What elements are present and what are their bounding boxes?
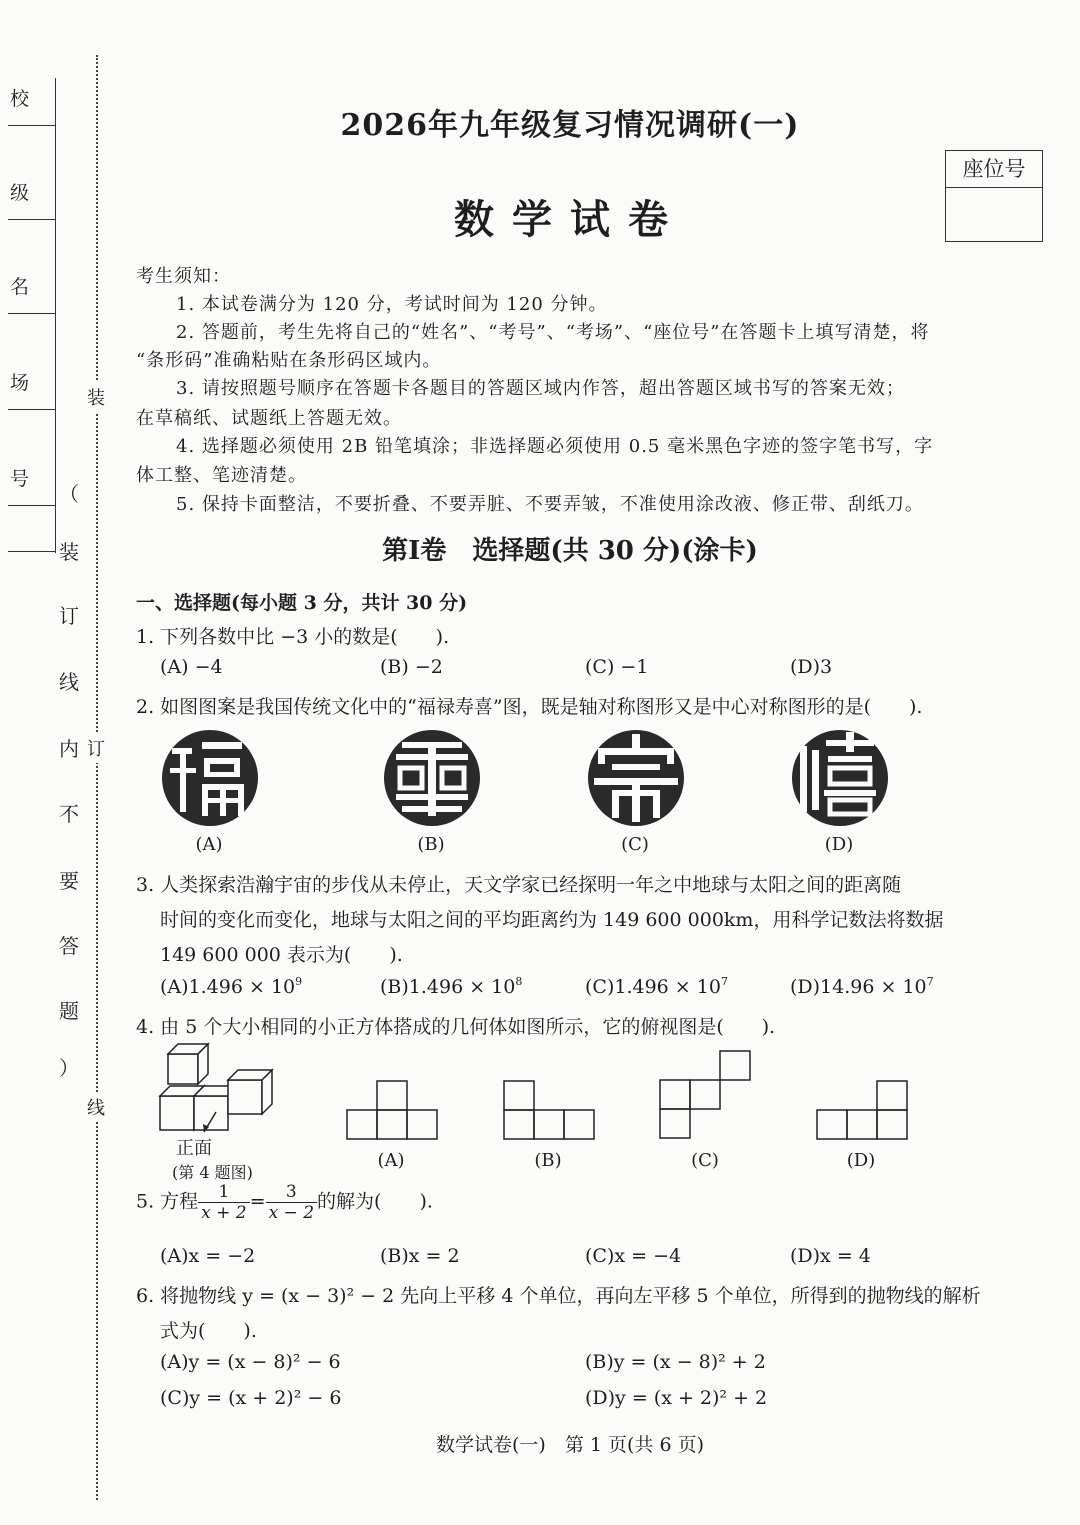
notice-line: 体工整、笔迹清楚。 [136, 465, 307, 486]
question-3-line-2: 时间的变化而变化，地球与太阳之间的平均距离约为 149 600 000km，用科学记数法将数据 [160, 909, 944, 931]
q3-option-b [380, 975, 522, 998]
q1-option-c: (C) −1 [585, 656, 649, 678]
notice-heading: 考生须知： [136, 266, 231, 287]
notice-line: 在草稿纸、试题纸上答题无效。 [136, 408, 402, 429]
notice-line: 2. 答题前，考生先将自己的“姓名”、“考号”、“考场”、“座位号”在答题卡上填写清楚，将 [176, 322, 930, 343]
note-char: （ [59, 482, 79, 506]
cut-label-xian: 线 [87, 1092, 105, 1122]
question-5 [136, 1182, 433, 1223]
cut-dotted-line [96, 55, 98, 1500]
q3-option-b-base: (B)1.496 × 10 [380, 976, 516, 998]
q3-option-d-exponent: 7 [926, 975, 934, 988]
q2-label-b: (B) [417, 834, 445, 855]
question-4: 4. 由 5 个大小相同的小正方体搭成的几何体如图所示，它的俯视图是( ). [136, 1016, 776, 1038]
section-title: 第Ⅰ卷 选择题(共 30 分)(涂卡) [382, 536, 758, 566]
fu-emblem-icon [160, 728, 260, 828]
q3-option-d [790, 975, 934, 998]
q5-fraction-1-numerator: 1 [198, 1182, 249, 1203]
q4-label-c: (C) [691, 1150, 719, 1171]
binding-field-number: 号 [8, 458, 55, 506]
q4-option-b-grid [503, 1080, 595, 1140]
notice-line: 5. 保持卡面整洁，不要折叠、不要弄脏、不要弄皱，不准使用涂改液、修正带、刮纸刀。 [176, 494, 924, 515]
binding-field-class: 级 [8, 172, 55, 220]
notice-line: 1. 本试卷满分为 120 分，考试时间为 120 分钟。 [176, 294, 608, 315]
seat-number-label: 座位号 [946, 151, 1042, 188]
q2-label-c: (C) [621, 834, 649, 855]
q5-option-a: (A)x = −2 [160, 1245, 256, 1267]
q4-option-a-grid [346, 1080, 438, 1140]
q3-option-c-base: (C)1.496 × 10 [585, 976, 721, 998]
q5-fraction-1-denominator: x + 2 [201, 1203, 247, 1223]
q6-option-c: (C)y = (x + 2)² − 6 [160, 1387, 342, 1409]
q2-label-a: (A) [195, 834, 223, 855]
shou-emblem-icon [586, 728, 686, 828]
question-1: 1. 下列各数中比 −3 小的数是( ). [136, 626, 450, 648]
q5-option-c: (C)x = −4 [585, 1245, 682, 1267]
q6-option-b: (B)y = (x − 8)² + 2 [585, 1351, 766, 1373]
figure-4-caption: (第 4 题图) [172, 1163, 253, 1182]
xi-emblem-icon [790, 728, 890, 828]
cut-label-ding: 订 [87, 733, 105, 763]
q5-fraction-2-numerator: 3 [266, 1182, 317, 1203]
q5-equals: = [249, 1190, 266, 1213]
binding-field-room: 场 [8, 362, 55, 410]
q5-fraction-2-denominator: x − 2 [268, 1203, 315, 1223]
q3-option-c-exponent: 7 [720, 975, 728, 988]
q1-option-d: (D)3 [790, 656, 833, 678]
cut-label-zhuang: 装 [87, 382, 105, 412]
q3-option-d-base: (D)14.96 × 10 [790, 976, 927, 998]
question-6-line-1: 6. 将抛物线 y = (x − 3)² − 2 先向上平移 4 个单位，再向左平移 5 个单位，所得到的抛物线的解析 [136, 1285, 981, 1307]
q3-option-b-exponent: 8 [515, 975, 523, 988]
q6-option-a: (A)y = (x − 8)² − 6 [160, 1351, 341, 1373]
part-heading: 一、选择题(每小题 3 分，共计 30 分) [136, 592, 468, 614]
exam-title: 2026年九年级复习情况调研(一) [340, 108, 800, 143]
q3-option-a-exponent: 9 [295, 975, 303, 988]
question-3-line-3: 149 600 000 表示为( ). [160, 944, 403, 966]
notice-line: “条形码”准确粘贴在条形码区域内。 [136, 350, 442, 371]
q3-option-a-base: (A)1.496 × 10 [160, 976, 296, 998]
q6-option-d: (D)y = (x + 2)² + 2 [585, 1387, 768, 1409]
note-char: 装 [59, 540, 79, 564]
exam-subject: 数学试卷 [454, 196, 686, 243]
seat-number-box [945, 150, 1043, 242]
binding-field-school: 校 [8, 78, 55, 126]
q2-label-d: (D) [824, 834, 854, 855]
binding-vertical-line [55, 78, 56, 553]
cube-solid-figure [152, 1040, 292, 1140]
note-char: 要 [59, 869, 79, 893]
note-char: 内 [59, 737, 79, 761]
question-6-line-2: 式为( ). [160, 1320, 257, 1342]
binding-field-name: 名 [8, 266, 55, 314]
q4-option-c-grid [658, 1050, 752, 1140]
q3-option-c [585, 975, 728, 998]
q5-fraction-1 [198, 1182, 249, 1223]
question-3-line-1: 3. 人类探索浩瀚宇宙的步伐从未停止，天文学家已经探明一年之中地球与太阳之间的距离随 [136, 874, 902, 896]
question-2: 2. 如图图案是我国传统文化中的“福禄寿喜”图，既是轴对称图形又是中心对称图形的是( ). [136, 696, 923, 718]
q4-option-d-grid [816, 1080, 908, 1140]
q5-suffix: 的解为( ). [317, 1190, 433, 1213]
page-footer: 数学试卷(一) 第 1 页(共 6 页) [436, 1434, 704, 1456]
q4-label-a: (A) [377, 1150, 405, 1171]
q4-label-d: (D) [846, 1150, 876, 1171]
q5-prefix: 5. 方程 [136, 1190, 199, 1213]
q3-option-a [160, 975, 302, 998]
notice-line: 4. 选择题必须使用 2B 铅笔填涂；非选择题必须使用 0.5 毫米黑色字迹的签字笔书写，字 [176, 436, 934, 457]
q5-option-d: (D)x = 4 [790, 1245, 871, 1267]
note-char: 不 [59, 802, 79, 826]
note-char: ） [59, 1056, 79, 1080]
q4-label-b: (B) [534, 1150, 562, 1171]
q1-option-b: (B) −2 [380, 656, 443, 678]
lu-emblem-icon [382, 728, 482, 828]
note-char: 线 [59, 670, 79, 694]
q5-option-b: (B)x = 2 [380, 1245, 460, 1267]
notice-line: 3. 请按照题号顺序在答题卡各题目的答题区域内作答，超出答题区域书写的答案无效； [176, 378, 905, 399]
q5-fraction-2 [266, 1182, 317, 1223]
note-char: 答 [59, 934, 79, 958]
front-view-label: 正面 [176, 1138, 212, 1159]
q1-option-a: (A) −4 [160, 656, 223, 678]
note-char: 题 [59, 999, 79, 1023]
note-char: 订 [59, 604, 79, 628]
